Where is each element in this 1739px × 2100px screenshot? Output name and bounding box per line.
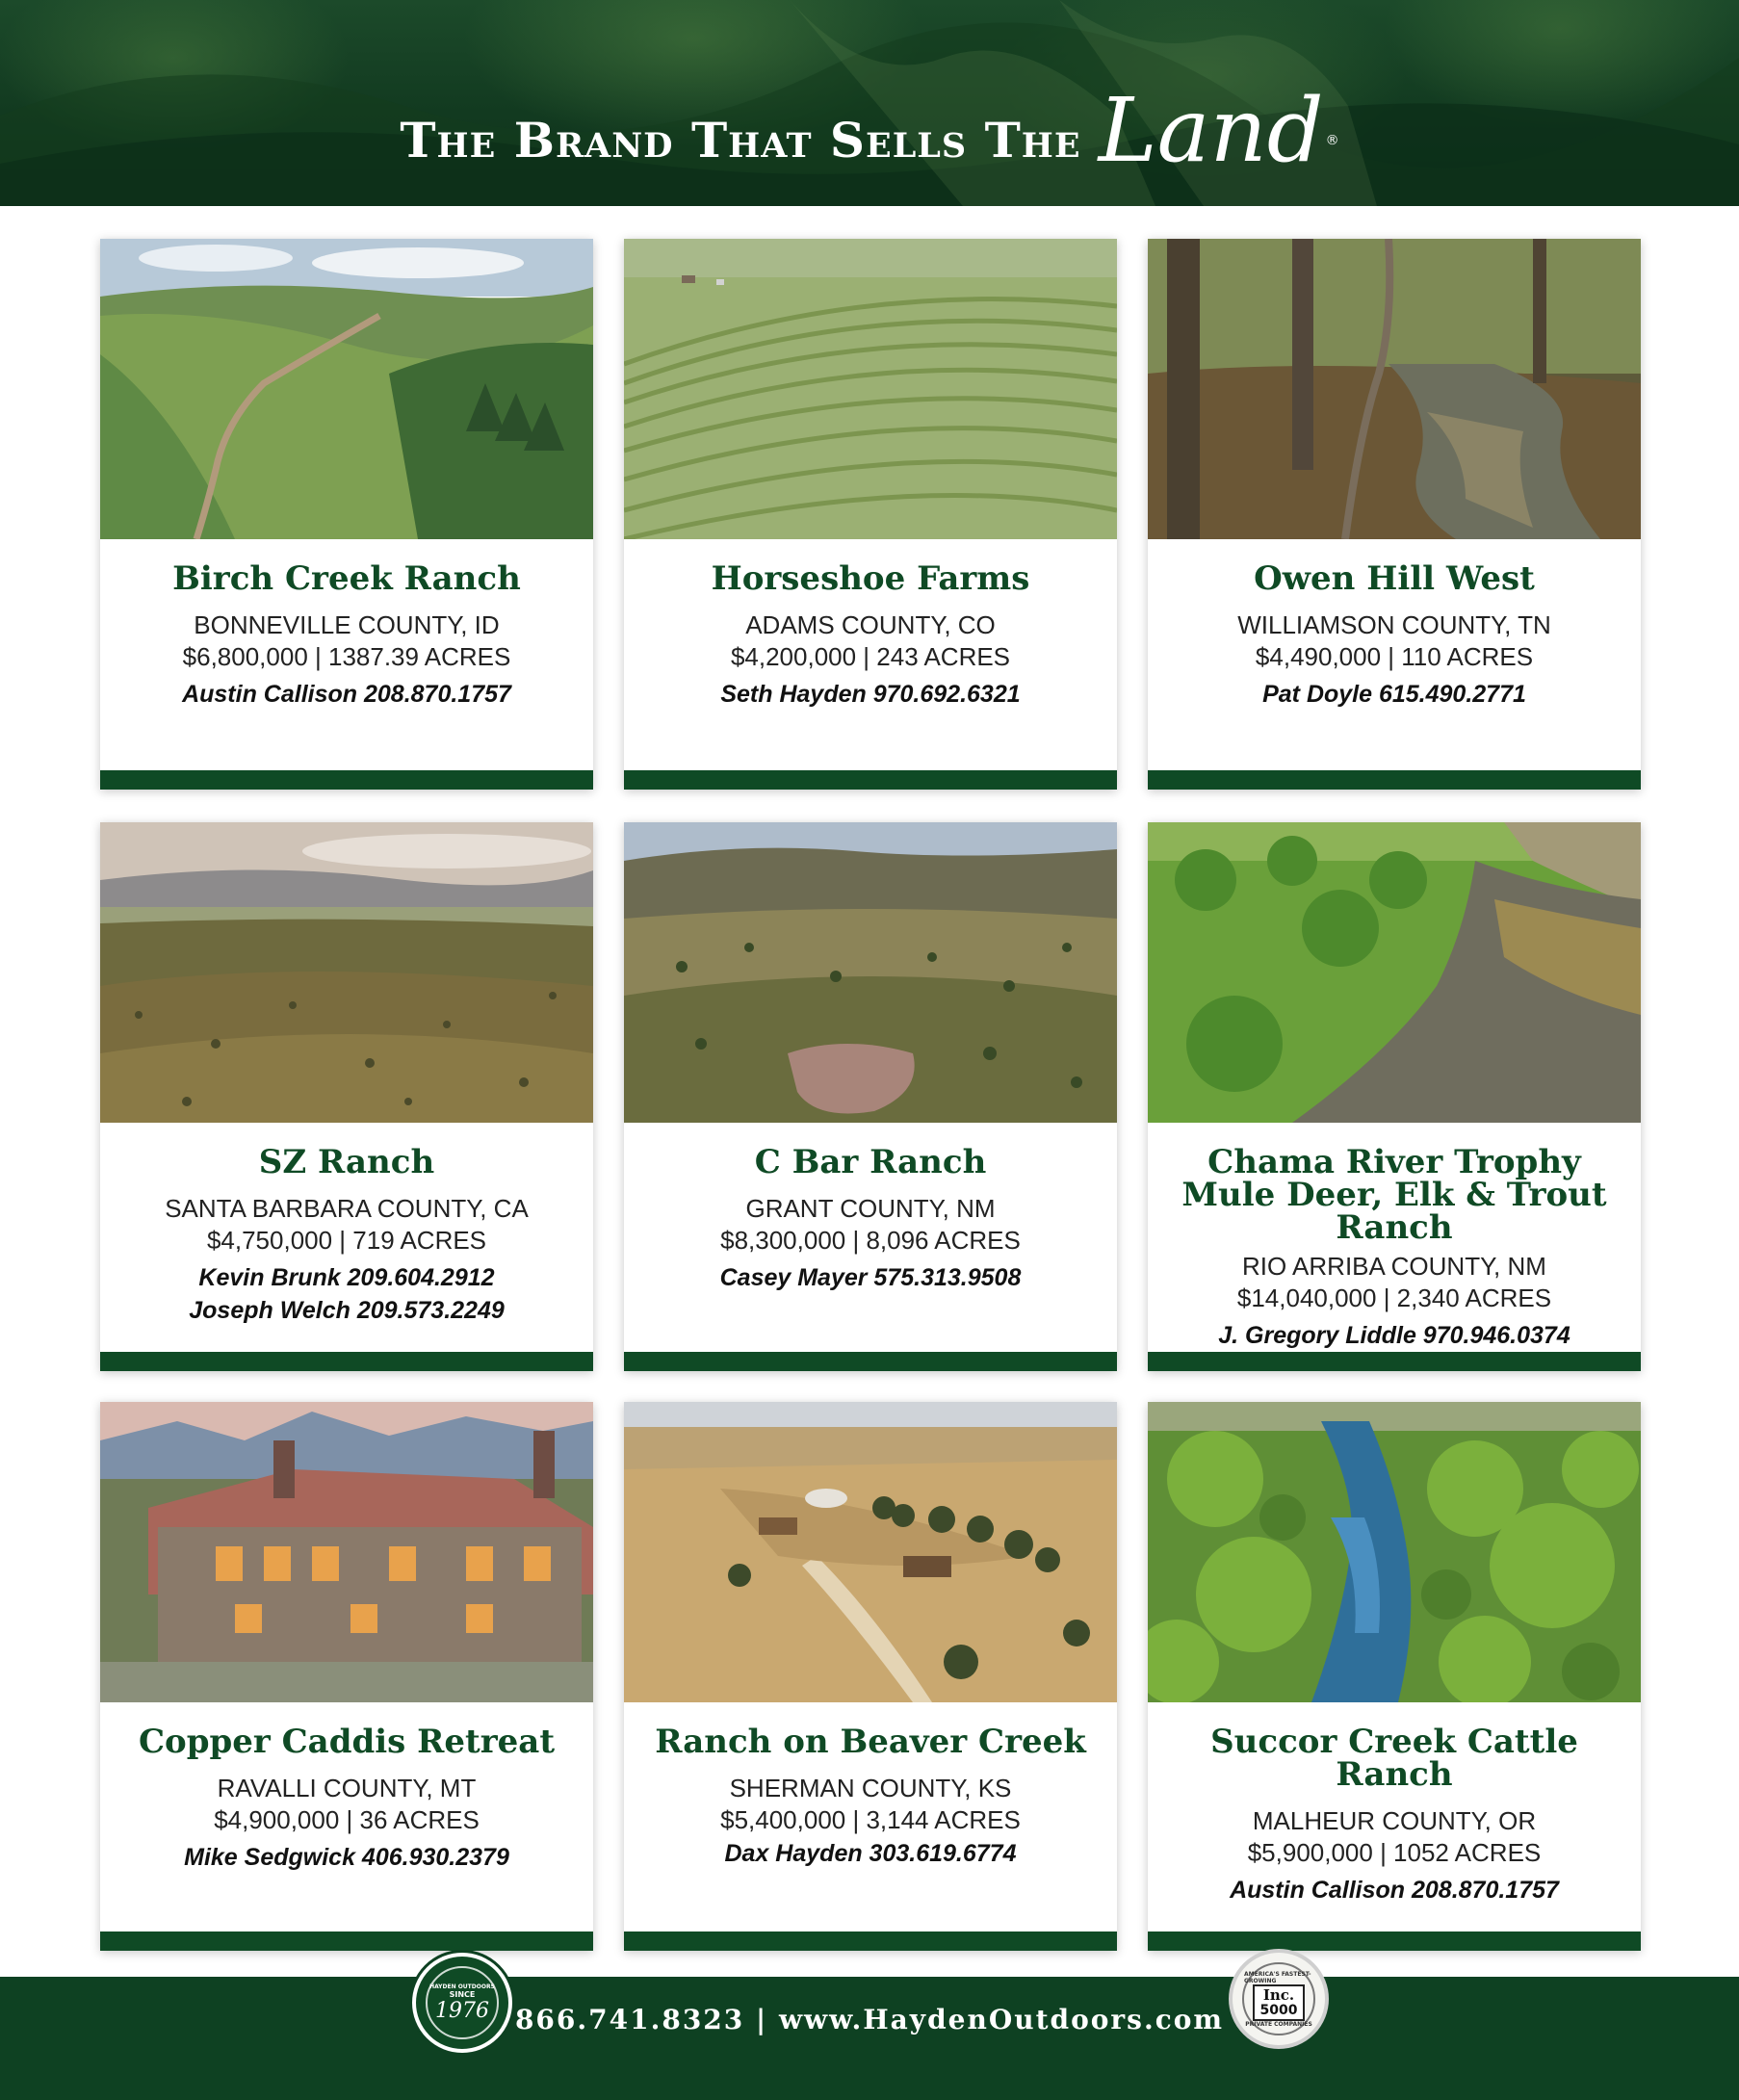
listing-name: Owen Hill West	[1254, 559, 1535, 598]
listing-name: Chama River Trophy Mule Deer, Elk & Trout Ranch	[1181, 1143, 1607, 1247]
card-accent-bar	[100, 770, 593, 790]
since-1976-seal	[412, 1953, 512, 2053]
seal-year: 1976	[435, 1998, 489, 2023]
inc-5000-logo	[1253, 1984, 1306, 2021]
listing-card[interactable]	[624, 822, 1117, 1371]
inc-seal-ring-text: AMERICA'S FASTEST-GROWING	[1244, 1970, 1311, 1984]
listing-card[interactable]	[100, 1402, 593, 1951]
listing-price-acres: $6,800,000 | 1387.39 ACRES	[182, 642, 511, 671]
listing-price-acres: $4,490,000 | 110 ACRES	[1255, 642, 1534, 671]
listing-agent: Kevin Brunk 209.604.2912	[198, 1264, 495, 1291]
prairie-homestead-photo	[624, 1402, 1117, 1702]
title-caps: The Brand That Sells The	[400, 112, 1081, 169]
listing-county: MALHEUR COUNTY, OR	[1252, 1806, 1537, 1835]
seal-brand: HAYDEN OUTDOORS	[429, 1983, 495, 1990]
stone-lodge-photo	[100, 1402, 593, 1702]
footer-bar	[0, 1977, 1739, 2100]
listing-county: BONNEVILLE COUNTY, ID	[194, 610, 500, 639]
listing-name: SZ Ranch	[258, 1143, 435, 1181]
card-accent-bar	[1148, 1931, 1641, 1951]
listing-price-acres: $14,040,000 | 2,340 ACRES	[1236, 1283, 1552, 1312]
card-accent-bar	[1148, 770, 1641, 790]
listing-name: Horseshoe Farms	[711, 559, 1030, 598]
listing-name: Copper Caddis Retreat	[138, 1723, 556, 1761]
footer-contact[interactable]: 866.741.8323 | www.HaydenOutdoors.com	[514, 2004, 1225, 2035]
inc-seal-bottom-text: PRIVATE COMPANIES	[1245, 2020, 1312, 2028]
rolling-scrubland-photo	[100, 822, 593, 1123]
listing-price-acres: $4,900,000 | 36 ACRES	[214, 1805, 480, 1834]
listing-card[interactable]	[1148, 1402, 1641, 1951]
listing-name: Birch Creek Ranch	[172, 559, 521, 598]
listing-county: ADAMS COUNTY, CO	[745, 610, 996, 639]
page-title	[0, 79, 1739, 192]
inc-number: 5000	[1259, 2002, 1298, 2018]
green-hills-valley-road-photo	[100, 239, 593, 539]
registered-mark: ®	[1325, 132, 1339, 148]
card-accent-bar	[1148, 1352, 1641, 1371]
listing-agent: Austin Callison 208.870.1757	[182, 681, 511, 708]
seal-since: SINCE	[449, 1989, 476, 1999]
listing-card[interactable]	[1148, 239, 1641, 790]
card-accent-bar	[100, 1931, 593, 1951]
tree-lined-creek-photo	[1148, 1402, 1641, 1702]
listing-price-acres: $8,300,000 | 8,096 ACRES	[720, 1226, 1021, 1255]
canyon-pond-photo	[624, 822, 1117, 1123]
listing-county: GRANT COUNTY, NM	[745, 1194, 996, 1223]
card-accent-bar	[624, 770, 1117, 790]
card-accent-bar	[624, 1352, 1117, 1371]
listing-county: SHERMAN COUNTY, KS	[729, 1774, 1012, 1802]
listing-agent: Mike Sedgwick 406.930.2379	[184, 1844, 509, 1871]
card-accent-bar	[100, 1352, 593, 1371]
listing-card[interactable]	[1148, 822, 1641, 1371]
listing-county: RAVALLI COUNTY, MT	[217, 1774, 477, 1802]
listing-card[interactable]	[100, 822, 593, 1371]
listing-agent: Seth Hayden 970.692.6321	[720, 681, 1021, 708]
curved-hay-field-photo	[624, 239, 1117, 539]
river-meadow-photo	[1148, 822, 1641, 1123]
listing-name: Succor Creek Cattle Ranch	[1210, 1723, 1578, 1794]
listing-county: RIO ARRIBA COUNTY, NM	[1242, 1252, 1546, 1281]
listing-agent: Joseph Welch 209.573.2249	[189, 1297, 505, 1324]
listing-county: WILLIAMSON COUNTY, TN	[1237, 610, 1551, 639]
listing-name: Ranch on Beaver Creek	[655, 1723, 1086, 1761]
inc-5000-seal	[1229, 1949, 1329, 2049]
listing-agent: J. Gregory Liddle 970.946.0374	[1218, 1322, 1570, 1349]
listing-price-acres: $5,400,000 | 3,144 ACRES	[720, 1805, 1021, 1834]
listing-agent: Dax Hayden 303.619.6774	[724, 1840, 1017, 1867]
listing-card[interactable]	[624, 239, 1117, 790]
listing-card[interactable]	[624, 1402, 1117, 1951]
listing-name: C Bar Ranch	[754, 1143, 987, 1181]
title-script: Land	[1098, 79, 1324, 182]
listing-agent: Austin Callison 208.870.1757	[1230, 1877, 1559, 1904]
header-banner	[0, 0, 1739, 206]
listing-agent: Pat Doyle 615.490.2771	[1262, 681, 1526, 708]
card-accent-bar	[624, 1931, 1117, 1951]
inc-brand: Inc.	[1262, 1985, 1295, 2004]
listing-county: SANTA BARBARA COUNTY, CA	[165, 1194, 529, 1223]
listing-card[interactable]	[100, 239, 593, 790]
woodland-creek-photo	[1148, 239, 1641, 539]
listing-price-acres: $5,900,000 | 1052 ACRES	[1247, 1838, 1542, 1867]
listing-agent: Casey Mayer 575.313.9508	[719, 1264, 1022, 1291]
listing-price-acres: $4,200,000 | 243 ACRES	[730, 642, 1011, 671]
listing-price-acres: $4,750,000 | 719 ACRES	[206, 1226, 487, 1255]
